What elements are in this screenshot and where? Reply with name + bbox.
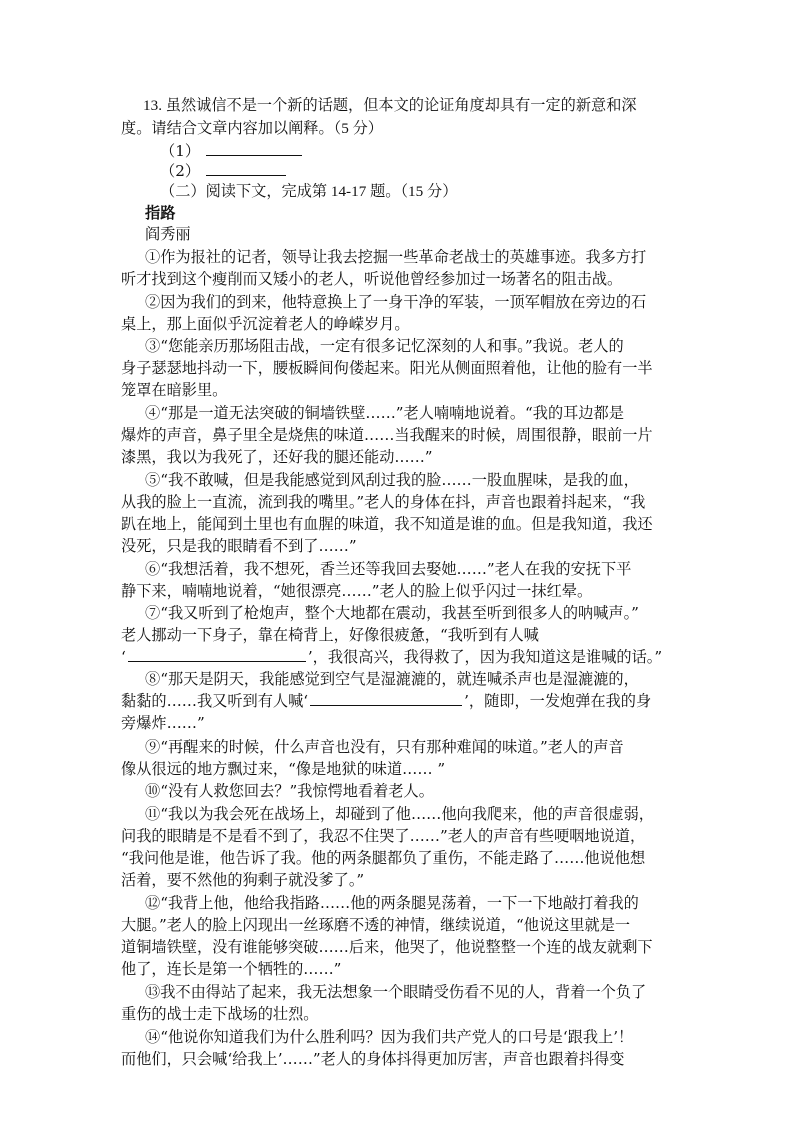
answer-label-2: （2） — [160, 162, 201, 180]
paragraph-4-line-2: 爆炸的声音，鼻子里全是烧焦的味道……当我醒来的时候，周围很静，眼前一片 — [121, 426, 653, 444]
paragraph-14-line-2: 而他们，只会喊‘给我上’……”老人的身体抖得更加厉害，声音也跟着抖得变 — [121, 1050, 625, 1068]
paragraph-5-line-2: 从我的脸上一直流，流到我的嘴里。”老人的身体在抖，声音也跟着抖起来，“我 — [121, 493, 646, 511]
question-13-line-1: 13. 虽然诚信不是一个新的话题，但本文的论证角度却具有一定的新意和深 — [143, 97, 637, 114]
paragraph-14-line-1: ⑭“他说你知道我们为什么胜利吗？因为我们共产党人的口号是‘跟我上’！ — [145, 1028, 634, 1046]
paragraph-4-line-1: ④“那是一道无法突破的铜墙铁壁……”老人喃喃地说着。“我的耳边都是 — [145, 404, 624, 422]
paragraph-4-line-3: 漆黑，我以为我死了，还好我的腿还能动……” — [121, 448, 433, 466]
paragraph-2-line-2: 桌上，那上面似乎沉淀着老人的峥嵘岁月。 — [121, 315, 410, 333]
paragraph-1-line-2: 听才找到这个瘦削而又矮小的老人，听说他曾经参加过一场著名的阻击战。 — [121, 270, 623, 288]
answer-label-1: （1） — [160, 142, 201, 160]
paragraph-7-line-3 — [121, 647, 662, 667]
paragraph-3-line-1: ③“您能亲历那场阻击战，一定有很多记忆深刻的人和事。”我说。老人的 — [145, 337, 624, 355]
paragraph-8-line-1: ⑧“那天是阴天，我能感觉到空气是湿漉漉的，就连喊杀声也是湿漉漉的， — [145, 670, 639, 688]
paragraph-8-line-2-pre: 黏黏的……我又听到有人喊‘ — [121, 692, 309, 710]
paragraph-6-line-1: ⑥“我想活着，我不想死，香兰还等我回去娶她……”老人在我的安抚下平 — [145, 560, 632, 578]
paragraph-12-line-1: ⑫“我背上他，他给我指路……他的两条腿晃荡着，一下一下地敲打着我的 — [145, 894, 639, 912]
paragraph-11-line-4: 活着，要不然他的狗剩子就没爹了。” — [121, 871, 365, 889]
paragraph-13-line-2: 重伤的战士走下战场的壮烈。 — [121, 1005, 319, 1023]
paragraph-5-line-4: 没死，只是我的眼睛看不到了……” — [121, 537, 357, 555]
paragraph-6-line-2: 静下来，喃喃地说着，“她很漂亮……”老人的脸上似乎闪过一抹红晕。 — [121, 582, 593, 600]
article-title: 指路 — [145, 204, 176, 222]
paragraph-12-line-2: 大腿。”老人的脸上闪现出一丝琢磨不透的神情，继续说道，“他说这里就是一 — [121, 916, 631, 934]
question-13-line-2: 度。请结合文章内容加以阐释。（5 分） — [121, 120, 383, 137]
paragraph-10-line-1: ⑩“没有人救您回去？”我惊愕地看着老人。 — [145, 782, 434, 800]
paragraph-3-line-2: 身子瑟瑟地抖动一下，腰板瞬间佝偻起来。阳光从侧面照着他，让他的脸有一半 — [121, 359, 653, 377]
article-author: 阎秀丽 — [145, 225, 191, 243]
paragraph-7-line-1: ⑦“我又听到了枪炮声，整个大地都在震动，我甚至听到很多人的呐喊声。” — [145, 604, 639, 622]
paragraph-11-line-1: ⑪“我以为我会死在战场上，却碰到了他……他向我爬来，他的声音很虚弱， — [145, 805, 654, 823]
paragraph-7-line-2: 老人挪动一下身子，靠在椅背上，好像很疲惫，“我听到有人喊 — [121, 626, 539, 644]
answer-line-1[interactable] — [160, 141, 302, 161]
paragraph-9-line-1: ⑨“再醒来的时候，什么声音也没有，只有那种难闻的味道。”老人的声音 — [145, 738, 624, 756]
paragraph-12-line-3: 道铜墙铁壁，没有谁能够突破……后来，他哭了，他说整整一个连的战友就剩下 — [121, 938, 653, 956]
paragraph-11-line-2: 问我的眼睛是不是看不到了，我忍不住哭了……”老人的声音有些哽咽地说道， — [121, 827, 646, 845]
section-2-heading: （二）阅读下文，完成第 14-17 题。（15 分） — [160, 183, 458, 200]
paragraph-7-line-3-text: ’，我很高兴，我得救了，因为我知道这是谁喊的话。” — [307, 648, 663, 666]
paragraph-1-line-1: ①作为报社的记者，领导让我去挖掘一些革命老战士的英雄事迹。我多方打 — [145, 248, 647, 266]
paragraph-5-line-1: ⑤“我不敢喊，但是我能感觉到风刮过我的脸……一股血腥味，是我的血， — [145, 471, 639, 489]
quote-open-mark: ‘ — [121, 648, 126, 666]
fill-blank-1[interactable] — [128, 647, 306, 662]
paragraph-9-line-2: 像从很远的地方飘过来，“像是地狱的味道…… ” — [121, 760, 446, 778]
paragraph-8-line-2 — [121, 691, 651, 711]
paragraph-2-line-1: ②因为我们的到来，他特意换上了一身干净的军装，一顶军帽放在旁边的石 — [145, 293, 647, 311]
paragraph-13-line-1: ⑬我不由得站了起来，我无法想象一个眼睛受伤看不见的人，背着一个负了 — [145, 983, 647, 1001]
answer-blank-1[interactable] — [206, 141, 302, 156]
paragraph-8-line-3: 旁爆炸……” — [121, 714, 205, 732]
fill-blank-2[interactable] — [310, 691, 462, 706]
paragraph-12-line-4: 他了，连长是第一个牺牲的……” — [121, 960, 342, 978]
paragraph-11-line-3: “我问他是谁，他告诉了我。他的两条腿都负了重伤，不能走路了……他说他想 — [121, 849, 646, 867]
paragraph-3-line-3: 笼罩在暗影里。 — [121, 381, 228, 399]
answer-line-2[interactable] — [160, 161, 286, 181]
paragraph-5-line-3: 趴在地上，能闻到土里也有血腥的味道，我不知道是谁的血。但是我知道，我还 — [121, 515, 653, 533]
paragraph-8-line-2-post: ’，随即，一发炮弹在我的身 — [464, 692, 652, 710]
answer-blank-2[interactable] — [206, 161, 286, 176]
